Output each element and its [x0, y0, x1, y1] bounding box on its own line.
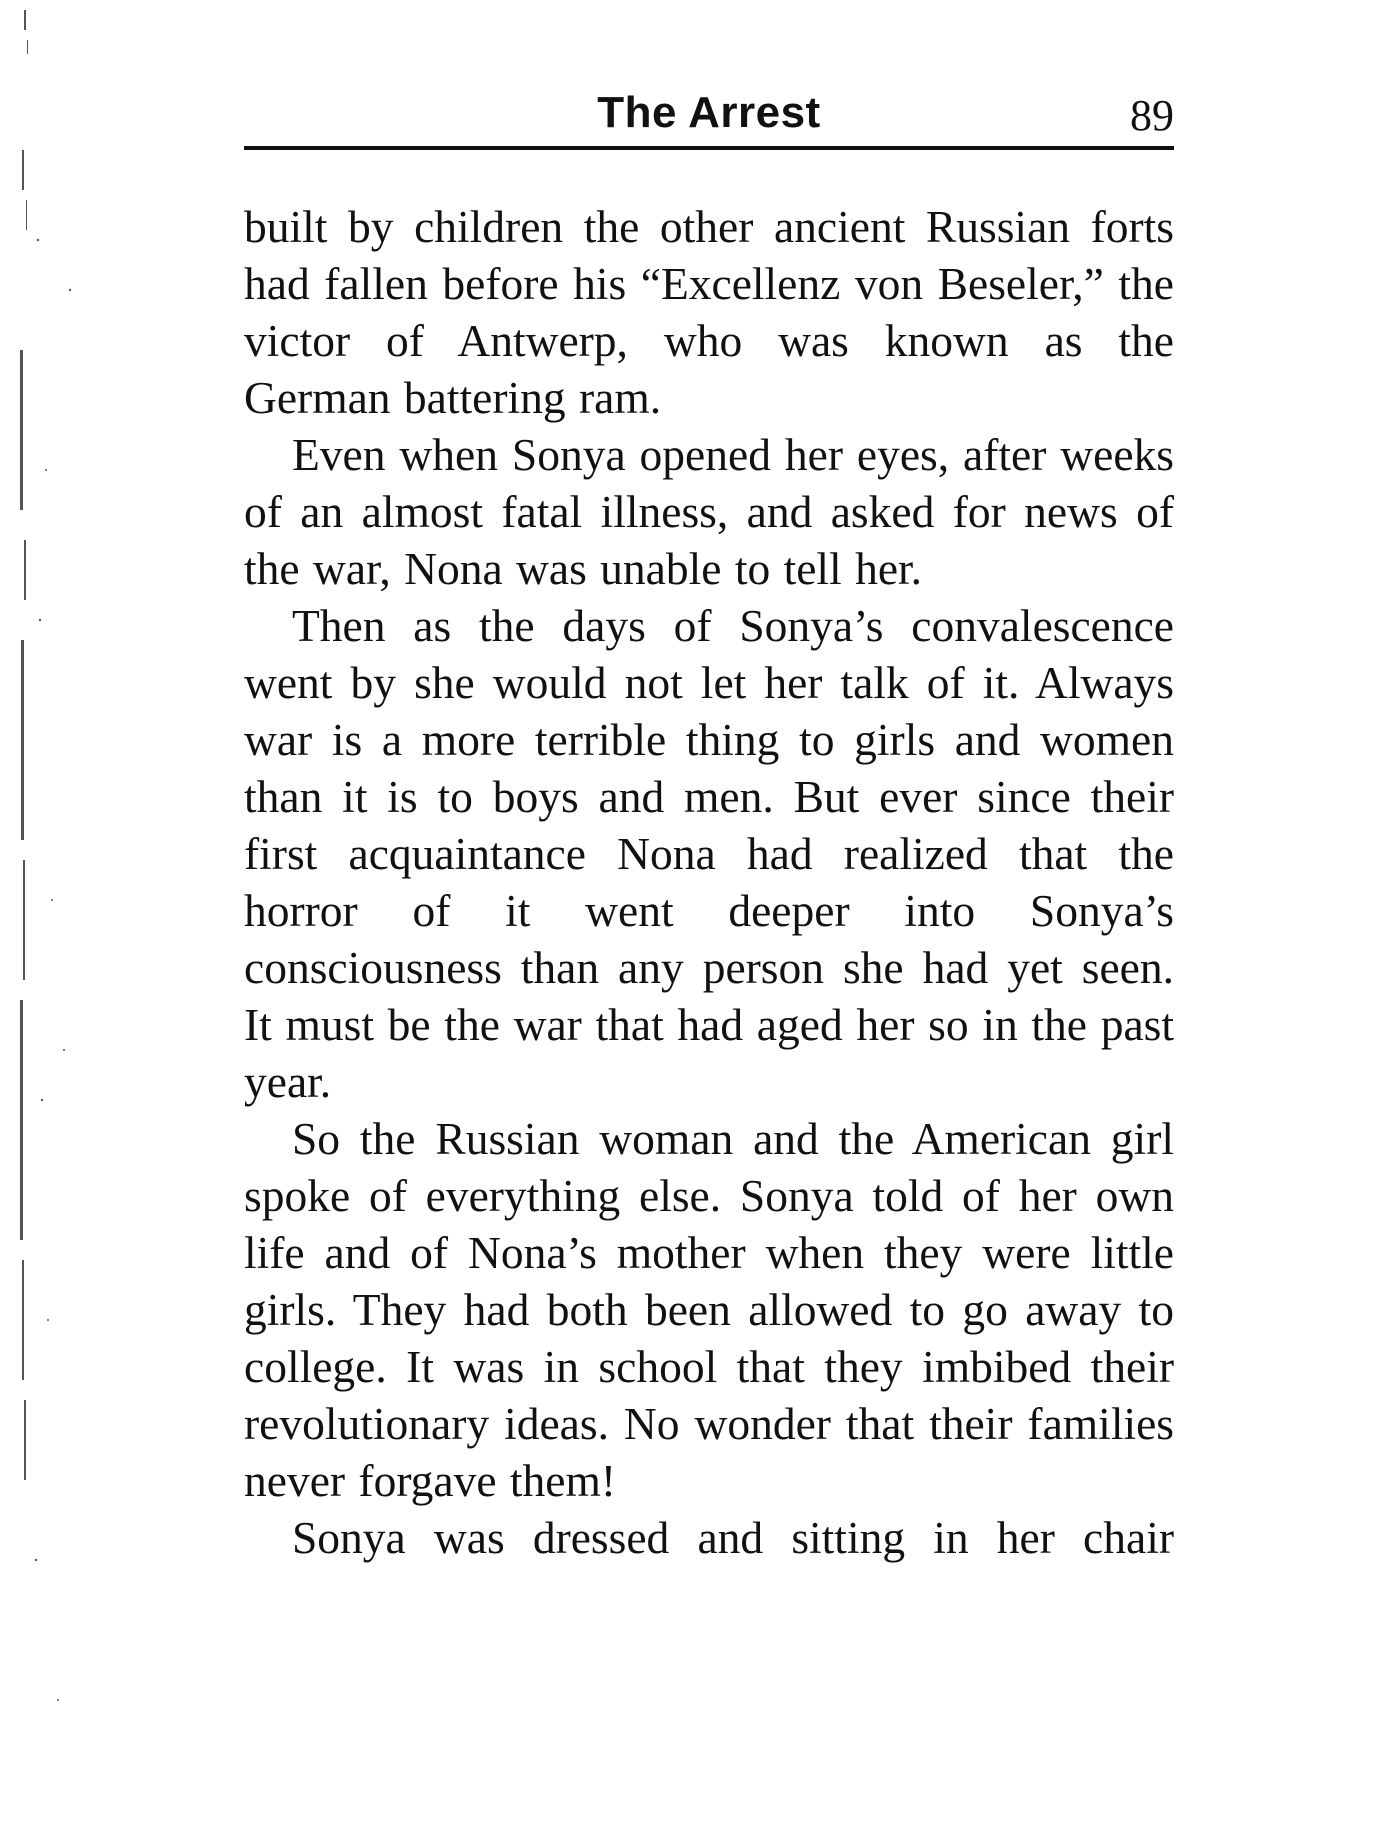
- paragraph: built by children the other ancient Russian forts had fallen before his “Excellenz von Beseler,” the victor of Antwerp, who was known as the German battering ram.: [244, 201, 1174, 423]
- scan-edge-noise: [18, 0, 78, 1827]
- paragraph: Even when Sonya opened her eyes, after weeks of an almost fatal illness, and asked for news of the war, Nona was unable to tell her.: [244, 429, 1174, 594]
- body-text: [244, 198, 1174, 1566]
- running-head-title: The Arrest: [597, 88, 821, 137]
- paragraph: Then as the days of Sonya’s convalescence went by she would not let her talk of it. Always war is a more terrible thing to girls and women than it is to boys and men. But ever since their first acquaintance Nona had realized that the horror of it went deeper into Sonya’s consciousness than any person she had yet seen. It must be the war that had aged her so in the past year.: [244, 600, 1174, 1107]
- header-rule: [244, 146, 1174, 150]
- page-number: 89: [1130, 91, 1174, 140]
- paragraph: Sonya was dressed and sitting in her chair: [292, 1512, 1174, 1563]
- paragraph: So the Russian woman and the American girl spoke of everything else. Sonya told of her own life and of Nona’s mother when they were little girls. They had both been allowed to go away to college. It was in school that they imbibed their revolutionary ideas. No wonder that their families never forgave them!: [244, 1113, 1174, 1506]
- running-header: [244, 80, 1174, 140]
